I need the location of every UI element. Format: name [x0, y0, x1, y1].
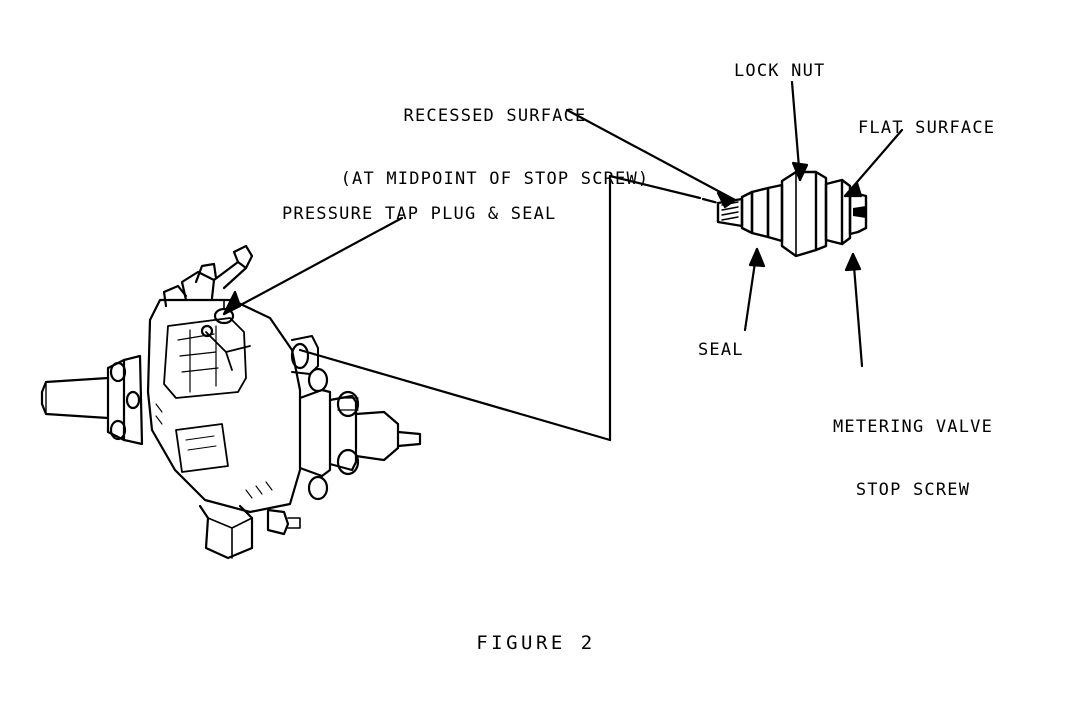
- injection-pump-body: [42, 246, 420, 558]
- label-pressure-tap-plug-seal: PRESSURE TAP PLUG & SEAL: [282, 204, 557, 224]
- label-metering-valve-stop-screw: [818, 375, 1008, 543]
- label-lock-nut: LOCK NUT: [734, 61, 826, 81]
- label-recessed-surface-line1: RECESSED SURFACE: [403, 106, 587, 126]
- label-metering-valve-line2: STOP SCREW: [855, 480, 971, 500]
- label-metering-valve-line1: METERING VALVE: [832, 417, 994, 437]
- label-seal: SEAL: [698, 340, 744, 360]
- label-recessed-surface-line2: (AT MIDPOINT OF STOP SCREW): [340, 169, 650, 189]
- label-flat-surface: FLAT SURFACE: [858, 118, 996, 138]
- figure-caption: FIGURE 2: [476, 632, 596, 654]
- stop-screw-assembly: [718, 172, 866, 256]
